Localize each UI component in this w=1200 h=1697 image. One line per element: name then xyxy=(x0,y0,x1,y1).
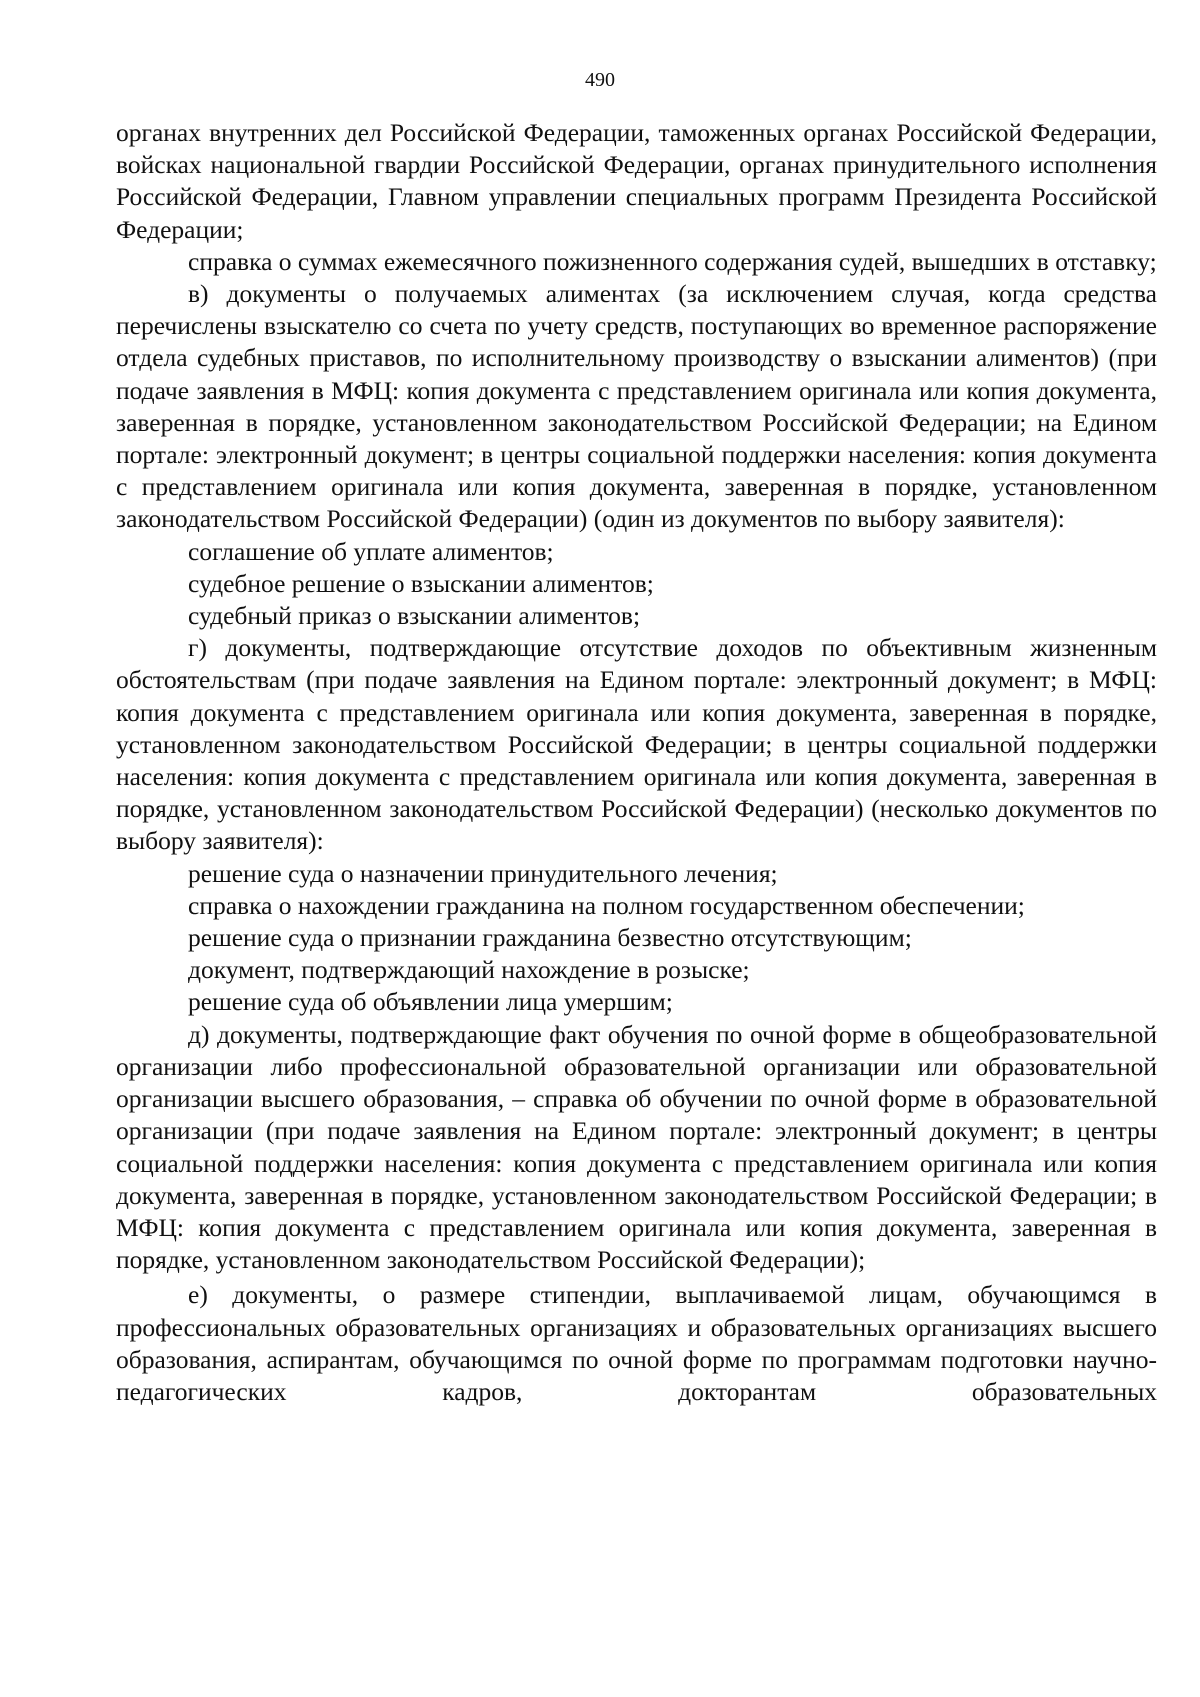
paragraph-item-g-no-income: г) документы, подтверждающие отсутствие доходов по объективным жизненным обстоятельствам (при подаче заявления на Едином портале: электронный документ; в МФЦ: копия документа с представлением оригинала или копия документа, заверенная в порядке, установленном законодательством Российской Федерации; в центры социальной поддержки населения: копия документа с представлением оригинала или копия документа, заверенная в порядке, установленном законодательством Российской Федерации) (несколько документов по выбору заявителя): xyxy=(116,633,1157,856)
list-item-compulsory-treatment: решение суда о назначении принудительного лечения; xyxy=(188,858,778,888)
paragraph-judges-allowance: справка о суммах ежемесячного пожизненного содержания судей, вышедших в отставку; xyxy=(188,246,1157,276)
list-item-declared-dead: решение суда об объявлении лица умершим; xyxy=(188,987,673,1017)
paragraph-item-d-full-time-study: д) документы, подтверждающие факт обучения по очной форме в общеобразовательной организации либо профессиональной образовательной организации или образовательной организации высшего образования, – справка об обучении по очной форме в образовательной организации (при подаче заявления на Едином портале: электронный документ; в центры социальной поддержки населения: копия документа с представлением оригинала или копия документа, заверенная в порядке, установленном законодательством Российской Федерации; в МФЦ: копия документа с представлением оригинала или копия документа, заверенная в порядке, установленном законодательством Российской Федерации); xyxy=(116,1019,1157,1275)
list-item-full-state-support: справка о нахождении гражданина на полном государственном обеспечении; xyxy=(188,890,1025,920)
paragraph-item-e-scholarship: е) документы, о размере стипендии, выплачиваемой лицам, обучающимся в профессиональных образовательных организациях и образовательных организациях высшего образования, аспирантам, обучающимся по очной форме по программам подготовки научно-педагогических кадров, докторантам образовательных xyxy=(116,1280,1157,1406)
list-item-court-decision-alimony: судебное решение о взыскании алиментов; xyxy=(188,568,654,598)
paragraph-item-v-alimony: в) документы о получаемых алиментах (за исключением случая, когда средства перечислены взыскателю со счета по учету средств, поступающих во временное распоряжение отдела судебных приставов, по исполнительному производству о взыскании алиментов) (при подаче заявления в МФЦ: копия документа с представлением оригинала или копия документа, заверенная в порядке, установленном законодательством Российской Федерации; на Едином портале: электронный документ; в центры социальной поддержки населения: копия документа с представлением оригинала или копия документа, заверенная в порядке, установленном законодательством Российской Федерации) (один из документов по выбору заявителя): xyxy=(116,279,1157,534)
document-body xyxy=(116,117,1157,1408)
paragraph-continuation: органах внутренних дел Российской Федерации, таможенных органах Российской Федерации, войсках национальной гвардии Российской Федерации, органах принудительного исполнения Российской Федерации, Главном управлении специальных программ Президента Российской Федерации; xyxy=(116,118,1157,244)
list-item-missing-person: решение суда о признании гражданина безвестно отсутствующим; xyxy=(188,923,912,953)
list-item-wanted-person: документ, подтверждающий нахождение в розыске; xyxy=(188,955,750,985)
page-number: 490 xyxy=(585,69,615,91)
list-item-alimony-agreement: соглашение об уплате алиментов; xyxy=(188,536,554,566)
list-item-court-order-alimony: судебный приказ о взыскании алиментов; xyxy=(188,601,641,631)
